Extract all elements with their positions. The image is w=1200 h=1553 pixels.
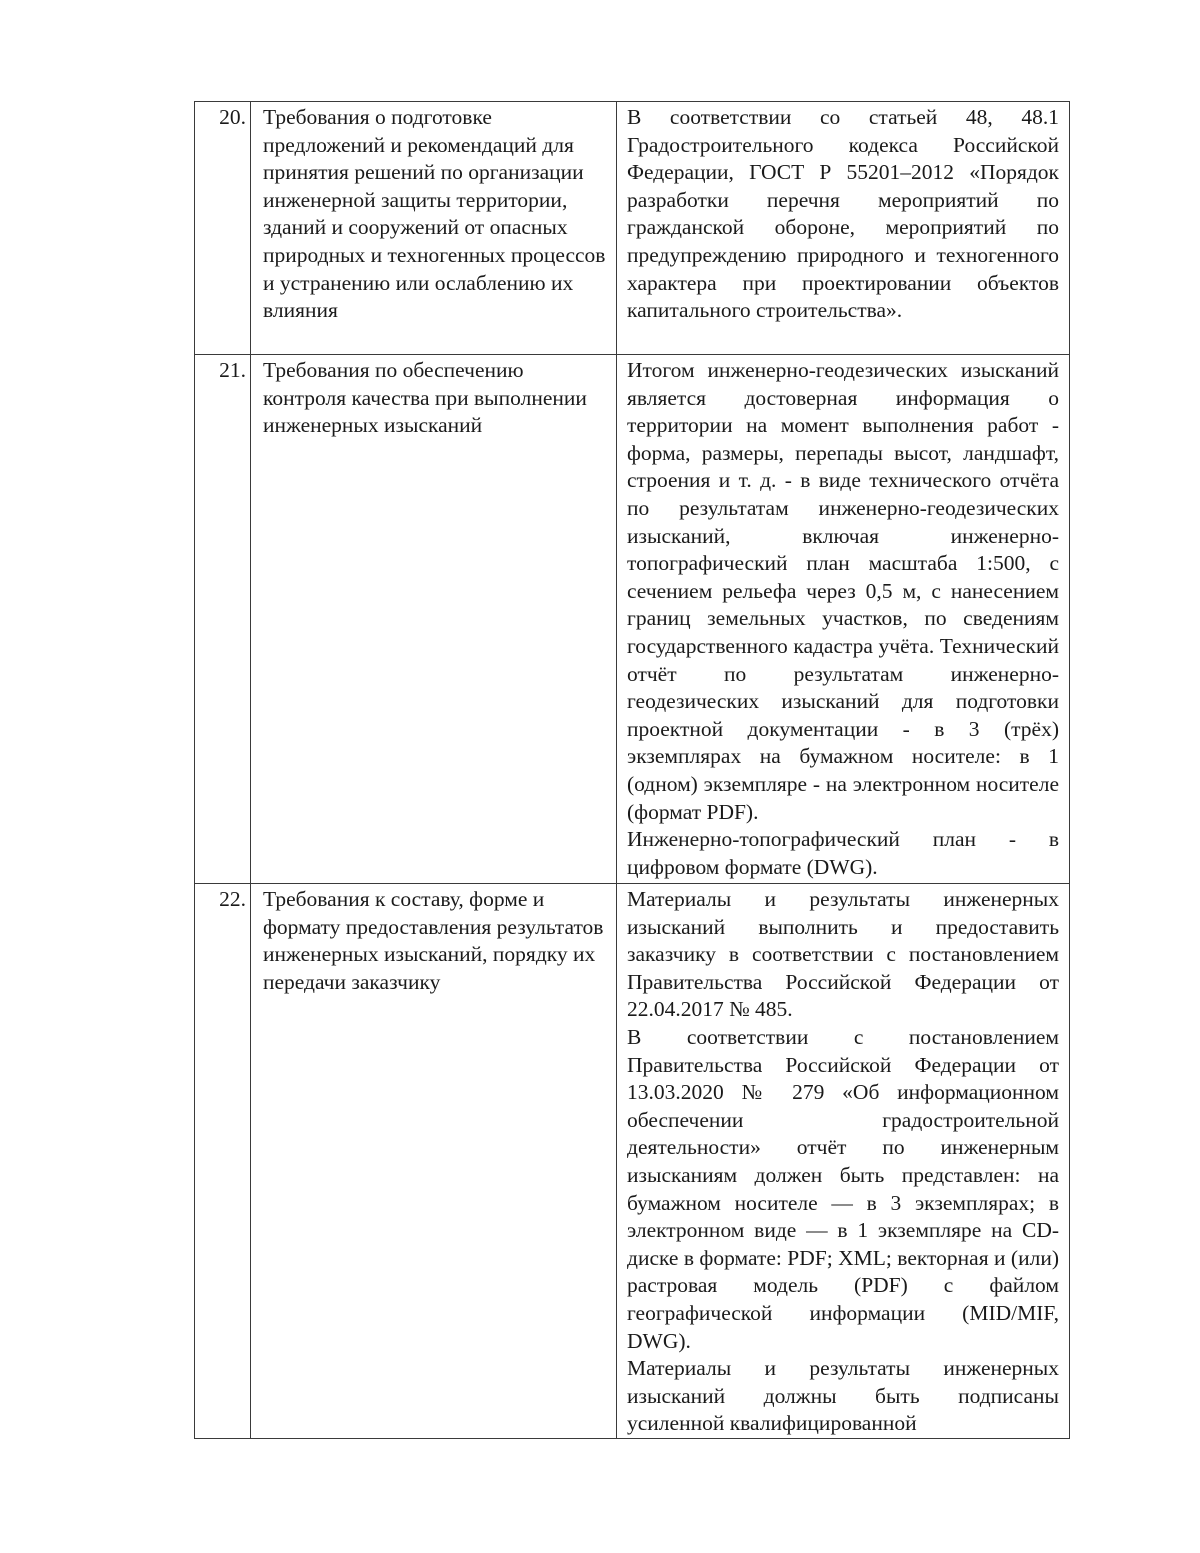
requirement-name: Требования о подготовке предложений и рекомендаций для принятия решений по организации инженерной защиты территории, зданий и сооружений от опасных природных и техногенных процессов и устранению или ослаблению их влияния (251, 102, 617, 355)
row-number: 20. (195, 102, 251, 355)
requirement-value (617, 884, 1070, 1439)
requirement-paragraph: В соответствии со статьей 48, 48.1 Градостроительного кодекса Российской Федерации, ГОСТ Р 55201–2012 «Порядок разработки перечня мероприятий по гражданской обороне, мероприятий по предупреждению природного и техногенного характера при проектировании объектов капитального строительства». (627, 105, 1059, 323)
table-row (195, 355, 1070, 884)
requirement-paragraph: Материалы и результаты инженерных изысканий выполнить и предоставить заказчику в соответствии с постановлением Правительства Российской Федерации от 22.04.2017 № 485. (627, 887, 1059, 1022)
requirement-paragraph: Инженерно-топографический план - в цифровом формате (DWG). (627, 827, 1059, 879)
requirement-value (617, 355, 1070, 884)
row-number: 21. (195, 355, 251, 884)
requirement-paragraph: Итогом инженерно-геодезических изысканий является достоверная информация о территории на момент выполнения работ - форма, размеры, перепады высот, ландшафт, строения и т. д. - в виде технического отчёта по результатам инженерно-геодезических изысканий, включая инженерно-топографический план масштаба 1:500, с сечением рельефа через 0,5 м, с нанесением границ земельных участков, по сведениям государственного кадастра учёта. Технический отчёт по результатам инженерно-геодезических изысканий для подготовки проектной документации - в 3 (трёх) экземплярах на бумажном носителе: в 1 (одном) экземпляре - на электронном носителе (формат PDF). (627, 358, 1059, 824)
requirement-paragraph: Материалы и результаты инженерных изысканий должны быть подписаны усиленной квалифицированной (627, 1356, 1059, 1436)
requirement-paragraph: В соответствии с постановлением Правительства Российской Федерации от 13.03.2020 № 279 «Об информационном обеспечении градостроительной деятельности» отчёт по инженерным изысканиям должен быть представлен: на бумажном носителе — в 3 экземплярах; в электронном виде — в 1 экземпляре на CD-диске в формате: PDF; XML; векторная и (или) растровая модель (PDF) с файлом географической информации (MID/MIF, DWG). (627, 1024, 1059, 1353)
requirement-name: Требования по обеспечению контроля качества при выполнении инженерных изысканий (251, 355, 617, 884)
row-number: 22. (195, 884, 251, 1439)
table-row (195, 884, 1070, 1439)
requirement-value (617, 102, 1070, 355)
requirements-table (194, 101, 1070, 1439)
table-row (195, 102, 1070, 355)
requirement-name: Требования к составу, форме и формату предоставления результатов инженерных изысканий, порядку их передачи заказчику (251, 884, 617, 1439)
